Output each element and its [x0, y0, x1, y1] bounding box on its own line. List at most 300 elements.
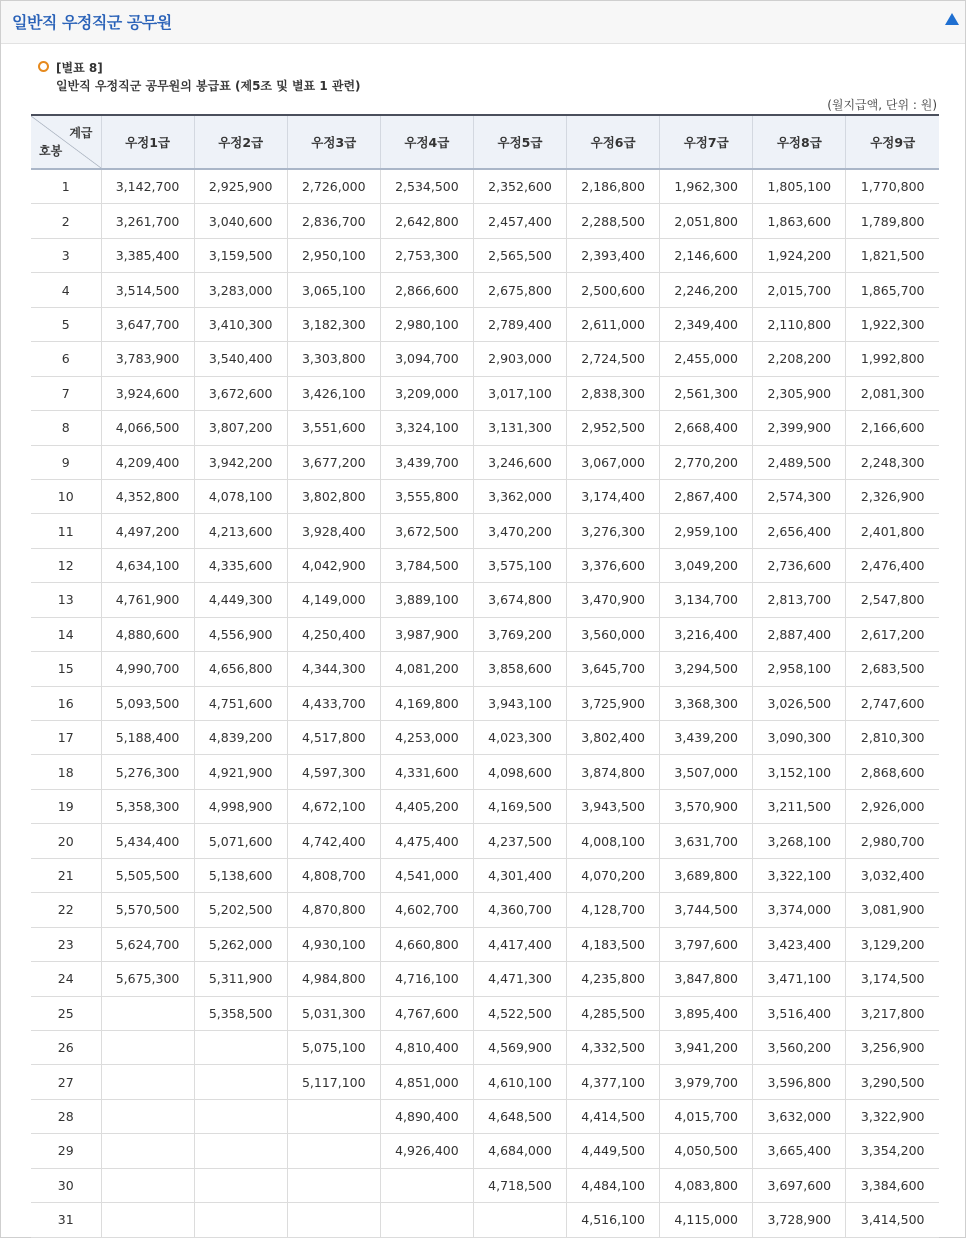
salary-cell: 4,610,100 — [473, 1065, 566, 1099]
salary-cell: 3,560,000 — [567, 617, 660, 651]
salary-cell: 4,237,500 — [473, 824, 566, 858]
salary-cell: 3,423,400 — [753, 927, 846, 961]
salary-cell: 2,574,300 — [753, 479, 846, 513]
salary-cell: 4,471,300 — [473, 962, 566, 996]
salary-cell: 1,924,200 — [753, 238, 846, 272]
salary-cell: 3,847,800 — [660, 962, 753, 996]
step-cell: 7 — [31, 376, 101, 410]
salary-cell: 4,417,400 — [473, 927, 566, 961]
salary-cell: 4,808,700 — [287, 858, 380, 892]
salary-cell: 4,405,200 — [380, 789, 473, 823]
table-row — [31, 824, 939, 858]
step-cell: 3 — [31, 238, 101, 272]
salary-cell: 3,283,000 — [194, 273, 287, 307]
salary-cell: 4,541,000 — [380, 858, 473, 892]
salary-cell: 2,246,200 — [660, 273, 753, 307]
salary-cell: 5,434,400 — [101, 824, 194, 858]
salary-cell: 3,632,000 — [753, 1099, 846, 1133]
salary-cell: 4,634,100 — [101, 548, 194, 582]
table-row — [31, 273, 939, 307]
salary-cell: 4,433,700 — [287, 686, 380, 720]
unit-note: (월지급액, 단위 : 원) — [827, 98, 937, 112]
salary-cell: 2,611,000 — [567, 307, 660, 341]
salary-cell: 2,015,700 — [753, 273, 846, 307]
section-title: 일반직 우정직군 공무원 — [12, 13, 172, 32]
grade-header: 우정9급 — [846, 115, 939, 169]
salary-cell: 3,807,200 — [194, 411, 287, 445]
salary-cell: 2,326,900 — [846, 479, 939, 513]
table-row — [31, 721, 939, 755]
salary-cell — [287, 1134, 380, 1168]
grade-header: 우정8급 — [753, 115, 846, 169]
salary-cell: 3,697,600 — [753, 1168, 846, 1202]
collapse-arrow-icon[interactable] — [945, 13, 959, 25]
salary-cell: 4,081,200 — [380, 652, 473, 686]
salary-cell: 3,129,200 — [846, 927, 939, 961]
table-row — [31, 204, 939, 238]
step-cell: 1 — [31, 169, 101, 204]
salary-cell: 4,990,700 — [101, 652, 194, 686]
salary-cell: 2,724,500 — [567, 342, 660, 376]
step-cell: 17 — [31, 721, 101, 755]
salary-cell — [194, 1134, 287, 1168]
salary-cell: 4,169,500 — [473, 789, 566, 823]
salary-cell — [473, 1203, 566, 1237]
salary-cell: 2,887,400 — [753, 617, 846, 651]
salary-cell: 2,051,800 — [660, 204, 753, 238]
salary-cell: 3,665,400 — [753, 1134, 846, 1168]
salary-cell: 2,166,600 — [846, 411, 939, 445]
salary-cell: 4,008,100 — [567, 824, 660, 858]
table-row — [31, 548, 939, 582]
salary-cell: 5,276,300 — [101, 755, 194, 789]
salary-cell: 2,399,900 — [753, 411, 846, 445]
salary-cell — [101, 1134, 194, 1168]
step-cell: 12 — [31, 548, 101, 582]
salary-cell: 3,797,600 — [660, 927, 753, 961]
salary-cell: 5,570,500 — [101, 893, 194, 927]
salary-cell: 4,556,900 — [194, 617, 287, 651]
salary-cell: 3,385,400 — [101, 238, 194, 272]
salary-cell: 4,522,500 — [473, 996, 566, 1030]
salary-cell: 5,031,300 — [287, 996, 380, 1030]
salary-cell: 2,393,400 — [567, 238, 660, 272]
salary-cell: 2,352,600 — [473, 169, 566, 204]
table-row — [31, 583, 939, 617]
salary-cell: 3,744,500 — [660, 893, 753, 927]
salary-cell: 4,169,800 — [380, 686, 473, 720]
salary-cell: 2,489,500 — [753, 445, 846, 479]
salary-cell: 2,534,500 — [380, 169, 473, 204]
grade-header: 우정6급 — [567, 115, 660, 169]
grade-header: 우정1급 — [101, 115, 194, 169]
salary-cell: 3,182,300 — [287, 307, 380, 341]
salary-cell: 3,376,600 — [567, 548, 660, 582]
table-row — [31, 445, 939, 479]
step-cell: 10 — [31, 479, 101, 513]
salary-cell: 3,384,600 — [846, 1168, 939, 1202]
table-row — [31, 996, 939, 1030]
salary-cell: 2,736,600 — [753, 548, 846, 582]
table-row — [31, 1065, 939, 1099]
salary-cell: 4,285,500 — [567, 996, 660, 1030]
grade-header: 우정7급 — [660, 115, 753, 169]
salary-cell: 4,377,100 — [567, 1065, 660, 1099]
salary-cell: 3,142,700 — [101, 169, 194, 204]
salary-cell: 3,090,300 — [753, 721, 846, 755]
salary-cell: 2,925,900 — [194, 169, 287, 204]
step-cell: 30 — [31, 1168, 101, 1202]
table-row — [31, 962, 939, 996]
salary-cell: 4,344,300 — [287, 652, 380, 686]
salary-cell: 2,146,600 — [660, 238, 753, 272]
salary-cell: 4,023,300 — [473, 721, 566, 755]
salary-cell: 2,952,500 — [567, 411, 660, 445]
salary-cell: 2,561,300 — [660, 376, 753, 410]
salary-cell: 2,349,400 — [660, 307, 753, 341]
corner-grade-label: 계급 — [69, 126, 93, 140]
salary-cell: 2,547,800 — [846, 583, 939, 617]
salary-cell: 2,770,200 — [660, 445, 753, 479]
salary-cell — [101, 1168, 194, 1202]
salary-cell: 3,575,100 — [473, 548, 566, 582]
salary-cell: 2,958,100 — [753, 652, 846, 686]
step-cell: 19 — [31, 789, 101, 823]
step-cell: 16 — [31, 686, 101, 720]
salary-cell: 2,500,600 — [567, 273, 660, 307]
grade-header: 우정2급 — [194, 115, 287, 169]
salary-cell: 4,767,600 — [380, 996, 473, 1030]
salary-cell: 3,209,000 — [380, 376, 473, 410]
salary-cell: 4,880,600 — [101, 617, 194, 651]
salary-cell: 4,484,100 — [567, 1168, 660, 1202]
step-cell: 21 — [31, 858, 101, 892]
step-cell: 2 — [31, 204, 101, 238]
salary-cell: 4,672,100 — [287, 789, 380, 823]
salary-cell: 3,987,900 — [380, 617, 473, 651]
salary-cell: 3,017,100 — [473, 376, 566, 410]
salary-cell: 3,131,300 — [473, 411, 566, 445]
salary-cell — [101, 1030, 194, 1064]
salary-cell: 4,070,200 — [567, 858, 660, 892]
salary-cell: 4,602,700 — [380, 893, 473, 927]
salary-cell: 3,942,200 — [194, 445, 287, 479]
annex-label: [별표 8] — [56, 61, 103, 75]
salary-cell — [287, 1168, 380, 1202]
salary-cell: 4,213,600 — [194, 514, 287, 548]
salary-cell: 3,426,100 — [287, 376, 380, 410]
table-row — [31, 927, 939, 961]
salary-cell: 4,331,600 — [380, 755, 473, 789]
table-row — [31, 376, 939, 410]
salary-cell: 1,863,600 — [753, 204, 846, 238]
salary-cell: 4,050,500 — [660, 1134, 753, 1168]
step-cell: 26 — [31, 1030, 101, 1064]
salary-cell: 3,783,900 — [101, 342, 194, 376]
salary-cell: 3,067,000 — [567, 445, 660, 479]
table-row — [31, 514, 939, 548]
step-cell: 20 — [31, 824, 101, 858]
salary-cell: 4,656,800 — [194, 652, 287, 686]
salary-cell: 3,631,700 — [660, 824, 753, 858]
salary-cell: 3,928,400 — [287, 514, 380, 548]
salary-cell: 3,470,200 — [473, 514, 566, 548]
salary-cell: 3,065,100 — [287, 273, 380, 307]
step-cell: 5 — [31, 307, 101, 341]
salary-cell: 3,874,800 — [567, 755, 660, 789]
table-row — [31, 238, 939, 272]
salary-cell: 4,517,800 — [287, 721, 380, 755]
salary-cell: 3,174,400 — [567, 479, 660, 513]
salary-cell — [194, 1168, 287, 1202]
salary-cell: 2,565,500 — [473, 238, 566, 272]
table-row — [31, 1030, 939, 1064]
salary-cell: 2,726,000 — [287, 169, 380, 204]
salary-cell: 3,647,700 — [101, 307, 194, 341]
step-cell: 24 — [31, 962, 101, 996]
salary-cell: 3,570,900 — [660, 789, 753, 823]
grade-header: 우정3급 — [287, 115, 380, 169]
salary-cell: 4,042,900 — [287, 548, 380, 582]
salary-cell: 3,471,100 — [753, 962, 846, 996]
table-body — [31, 169, 939, 1237]
salary-cell: 4,660,800 — [380, 927, 473, 961]
salary-cell: 2,656,400 — [753, 514, 846, 548]
salary-cell: 3,941,200 — [660, 1030, 753, 1064]
table-row — [31, 169, 939, 204]
salary-cell: 3,290,500 — [846, 1065, 939, 1099]
salary-cell: 3,924,600 — [101, 376, 194, 410]
salary-cell: 3,645,700 — [567, 652, 660, 686]
salary-cell: 2,747,600 — [846, 686, 939, 720]
salary-cell: 2,959,100 — [660, 514, 753, 548]
salary-cell: 2,813,700 — [753, 583, 846, 617]
salary-cell: 5,075,100 — [287, 1030, 380, 1064]
step-cell: 6 — [31, 342, 101, 376]
salary-cell: 3,979,700 — [660, 1065, 753, 1099]
salary-cell: 3,032,400 — [846, 858, 939, 892]
salary-cell — [101, 1099, 194, 1133]
salary-cell — [287, 1203, 380, 1237]
salary-cell: 3,689,800 — [660, 858, 753, 892]
salary-cell: 2,950,100 — [287, 238, 380, 272]
salary-cell: 4,684,000 — [473, 1134, 566, 1168]
salary-cell: 3,134,700 — [660, 583, 753, 617]
salary-cell: 4,851,000 — [380, 1065, 473, 1099]
salary-cell: 5,202,500 — [194, 893, 287, 927]
salary-cell: 3,040,600 — [194, 204, 287, 238]
salary-cell: 4,597,300 — [287, 755, 380, 789]
salary-cell: 3,294,500 — [660, 652, 753, 686]
salary-cell: 4,751,600 — [194, 686, 287, 720]
step-cell: 15 — [31, 652, 101, 686]
table-row — [31, 893, 939, 927]
salary-cell: 3,677,200 — [287, 445, 380, 479]
salary-cell: 3,049,200 — [660, 548, 753, 582]
salary-cell: 3,374,000 — [753, 893, 846, 927]
step-cell: 25 — [31, 996, 101, 1030]
salary-cell: 5,262,000 — [194, 927, 287, 961]
salary-cell: 4,930,100 — [287, 927, 380, 961]
salary-cell: 3,217,800 — [846, 996, 939, 1030]
table-row — [31, 307, 939, 341]
salary-cell: 3,414,500 — [846, 1203, 939, 1237]
salary-cell — [101, 1203, 194, 1237]
grade-header: 우정5급 — [473, 115, 566, 169]
salary-cell: 3,889,100 — [380, 583, 473, 617]
salary-cell: 3,211,500 — [753, 789, 846, 823]
salary-cell: 4,149,000 — [287, 583, 380, 617]
salary-cell: 4,839,200 — [194, 721, 287, 755]
salary-cell: 4,078,100 — [194, 479, 287, 513]
salary-cell: 2,081,300 — [846, 376, 939, 410]
step-cell: 29 — [31, 1134, 101, 1168]
salary-cell — [194, 1099, 287, 1133]
salary-cell — [287, 1099, 380, 1133]
salary-cell: 4,066,500 — [101, 411, 194, 445]
salary-cell: 3,802,400 — [567, 721, 660, 755]
salary-cell: 2,476,400 — [846, 548, 939, 582]
salary-cell: 1,992,800 — [846, 342, 939, 376]
salary-cell: 1,770,800 — [846, 169, 939, 204]
salary-cell: 3,672,600 — [194, 376, 287, 410]
salary-cell: 4,921,900 — [194, 755, 287, 789]
salary-cell: 3,246,600 — [473, 445, 566, 479]
salary-cell: 2,617,200 — [846, 617, 939, 651]
salary-cell: 4,253,000 — [380, 721, 473, 755]
step-cell: 27 — [31, 1065, 101, 1099]
salary-cell: 2,810,300 — [846, 721, 939, 755]
salary-cell: 5,093,500 — [101, 686, 194, 720]
salary-cell: 4,497,200 — [101, 514, 194, 548]
salary-cell — [194, 1203, 287, 1237]
salary-cell: 2,836,700 — [287, 204, 380, 238]
step-cell: 31 — [31, 1203, 101, 1237]
step-cell: 18 — [31, 755, 101, 789]
section-header[interactable] — [1, 1, 965, 44]
salary-cell: 4,301,400 — [473, 858, 566, 892]
salary-cell: 5,675,300 — [101, 962, 194, 996]
salary-cell: 4,742,400 — [287, 824, 380, 858]
salary-cell: 3,276,300 — [567, 514, 660, 548]
salary-cell: 2,110,800 — [753, 307, 846, 341]
table-row — [31, 1099, 939, 1133]
salary-cell: 3,784,500 — [380, 548, 473, 582]
salary-cell: 3,725,900 — [567, 686, 660, 720]
salary-cell: 3,439,200 — [660, 721, 753, 755]
grade-header: 우정4급 — [380, 115, 473, 169]
salary-cell: 4,475,400 — [380, 824, 473, 858]
salary-cell: 3,322,100 — [753, 858, 846, 892]
salary-cell: 3,470,900 — [567, 583, 660, 617]
salary-table — [31, 114, 939, 1238]
salary-cell — [380, 1203, 473, 1237]
step-cell: 14 — [31, 617, 101, 651]
salary-cell: 4,235,800 — [567, 962, 660, 996]
salary-cell — [101, 996, 194, 1030]
salary-cell: 2,867,400 — [660, 479, 753, 513]
corner-header — [31, 115, 101, 169]
salary-cell: 2,903,000 — [473, 342, 566, 376]
salary-cell: 3,596,800 — [753, 1065, 846, 1099]
table-row — [31, 1168, 939, 1202]
salary-cell: 2,186,800 — [567, 169, 660, 204]
salary-cell: 4,449,300 — [194, 583, 287, 617]
salary-cell: 3,802,800 — [287, 479, 380, 513]
salary-cell: 4,810,400 — [380, 1030, 473, 1064]
salary-cell — [194, 1065, 287, 1099]
circle-bullet-icon — [38, 61, 49, 72]
salary-cell: 4,718,500 — [473, 1168, 566, 1202]
salary-cell: 3,094,700 — [380, 342, 473, 376]
salary-cell: 3,354,200 — [846, 1134, 939, 1168]
salary-cell: 2,753,300 — [380, 238, 473, 272]
salary-cell: 5,358,300 — [101, 789, 194, 823]
salary-cell: 3,560,200 — [753, 1030, 846, 1064]
salary-cell: 3,672,500 — [380, 514, 473, 548]
salary-cell: 3,769,200 — [473, 617, 566, 651]
salary-cell: 3,362,000 — [473, 479, 566, 513]
salary-cell: 3,514,500 — [101, 273, 194, 307]
salary-cell: 3,943,100 — [473, 686, 566, 720]
salary-cell: 4,015,700 — [660, 1099, 753, 1133]
salary-cell: 2,457,400 — [473, 204, 566, 238]
table-row — [31, 755, 939, 789]
salary-cell: 3,303,800 — [287, 342, 380, 376]
salary-cell: 3,026,500 — [753, 686, 846, 720]
salary-cell: 2,455,000 — [660, 342, 753, 376]
salary-cell: 4,870,800 — [287, 893, 380, 927]
salary-cell: 3,507,000 — [660, 755, 753, 789]
salary-cell: 3,368,300 — [660, 686, 753, 720]
salary-cell: 2,789,400 — [473, 307, 566, 341]
table-row — [31, 411, 939, 445]
salary-cell — [101, 1065, 194, 1099]
salary-cell: 3,174,500 — [846, 962, 939, 996]
salary-cell: 2,980,700 — [846, 824, 939, 858]
salary-cell: 1,789,800 — [846, 204, 939, 238]
salary-cell: 3,261,700 — [101, 204, 194, 238]
salary-cell: 4,332,500 — [567, 1030, 660, 1064]
salary-cell: 4,209,400 — [101, 445, 194, 479]
salary-cell: 3,551,600 — [287, 411, 380, 445]
salary-cell: 5,188,400 — [101, 721, 194, 755]
salary-cell: 4,569,900 — [473, 1030, 566, 1064]
salary-cell: 2,208,200 — [753, 342, 846, 376]
salary-cell: 4,115,000 — [660, 1203, 753, 1237]
salary-cell: 4,449,500 — [567, 1134, 660, 1168]
salary-cell: 3,728,900 — [753, 1203, 846, 1237]
salary-cell: 2,675,800 — [473, 273, 566, 307]
salary-cell: 4,183,500 — [567, 927, 660, 961]
salary-cell: 2,248,300 — [846, 445, 939, 479]
salary-cell: 4,335,600 — [194, 548, 287, 582]
salary-cell: 3,858,600 — [473, 652, 566, 686]
salary-cell: 4,083,800 — [660, 1168, 753, 1202]
salary-cell: 5,311,900 — [194, 962, 287, 996]
salary-cell: 2,305,900 — [753, 376, 846, 410]
salary-cell: 3,322,900 — [846, 1099, 939, 1133]
salary-cell: 3,410,300 — [194, 307, 287, 341]
step-cell: 13 — [31, 583, 101, 617]
salary-cell: 5,071,600 — [194, 824, 287, 858]
salary-cell: 2,838,300 — [567, 376, 660, 410]
salary-cell: 3,674,800 — [473, 583, 566, 617]
salary-cell: 3,516,400 — [753, 996, 846, 1030]
step-cell: 28 — [31, 1099, 101, 1133]
annex-description: 일반직 우정직군 공무원의 봉급표 (제5조 및 별표 1 관련) — [56, 79, 361, 93]
table-row — [31, 686, 939, 720]
